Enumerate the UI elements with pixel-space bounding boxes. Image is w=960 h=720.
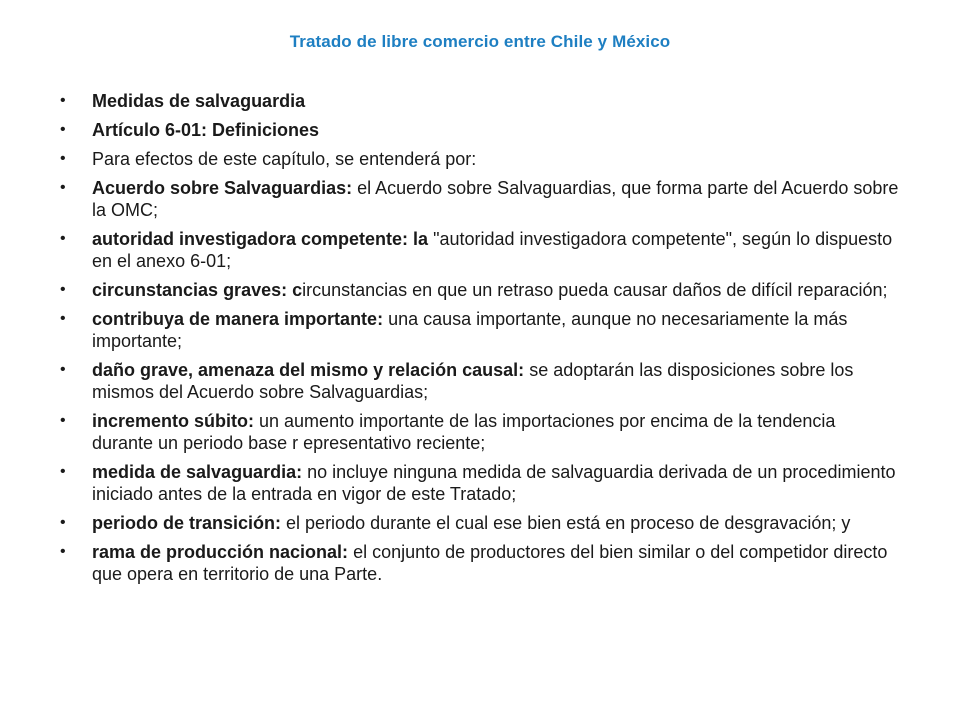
list-item [60,359,900,403]
bullet-icon: • [60,412,66,429]
item-term: daño grave, amenaza del mismo y relación causal: [92,360,525,380]
item-term: Artículo 6-01: Definiciones [92,120,320,140]
list-item [60,308,900,352]
bullet-icon: • [60,179,66,196]
bullet-icon: • [60,281,66,298]
list-item [60,512,900,534]
bullet-list [60,90,900,592]
bullet-icon: • [60,514,66,531]
item-definition: una causa importante, aunque no necesariamente la más importante; [92,309,848,351]
item-term: rama de producción nacional: [92,542,349,562]
item-definition: el conjunto de productores del bien similar o del competidor directo que opera en territorio de una Parte. [92,542,888,584]
item-term: medida de salvaguardia: [92,462,303,482]
list-item [60,541,900,585]
item-term: periodo de transición: [92,513,282,533]
item-definition: no incluye ninguna medida de salvaguardia derivada de un procedimiento iniciado antes de la entrada en vigor de este Tratado; [92,462,896,504]
item-definition: un aumento importante de las importaciones por encima de la tendencia durante un periodo base r epresentativo reciente; [92,411,836,453]
item-definition: "autoridad investigadora competente", según lo dispuesto en el anexo 6-01; [92,229,893,271]
item-term: contribuya de manera importante: [92,309,384,329]
item-term: Medidas de salvaguardia [92,91,306,111]
list-item [60,119,900,141]
bullet-icon: • [60,463,66,480]
item-definition: se adoptarán las disposiciones sobre los mismos del Acuerdo sobre Salvaguardias; [92,360,854,402]
list-item [60,279,900,301]
list-item [60,461,900,505]
item-definition: el Acuerdo sobre Salvaguardias, que forma parte del Acuerdo sobre la OMC; [92,178,899,220]
item-term: Acuerdo sobre Salvaguardias: [92,178,353,198]
list-item [60,177,900,221]
bullet-icon: • [60,543,66,560]
item-definition: ircunstancias en que un retraso pueda causar daños de difícil reparación; [302,280,888,300]
bullet-icon: • [60,121,66,138]
list-item [60,410,900,454]
list-item [60,90,900,112]
bullet-icon: • [60,361,66,378]
item-term: circunstancias graves: c [92,280,303,300]
list-item [60,148,900,170]
bullet-icon: • [60,92,66,109]
item-term: incremento súbito: [92,411,255,431]
item-definition: el periodo durante el cual ese bien está en proceso de desgravación; y [281,513,851,533]
item-definition: Para efectos de este capítulo, se entenderá por: [92,149,477,169]
list-item [60,228,900,272]
bullet-icon: • [60,310,66,327]
item-term: autoridad investigadora competente: la [92,229,429,249]
bullet-icon: • [60,150,66,167]
bullet-icon: • [60,230,66,247]
slide-title: Tratado de libre comercio entre Chile y México [289,32,671,51]
